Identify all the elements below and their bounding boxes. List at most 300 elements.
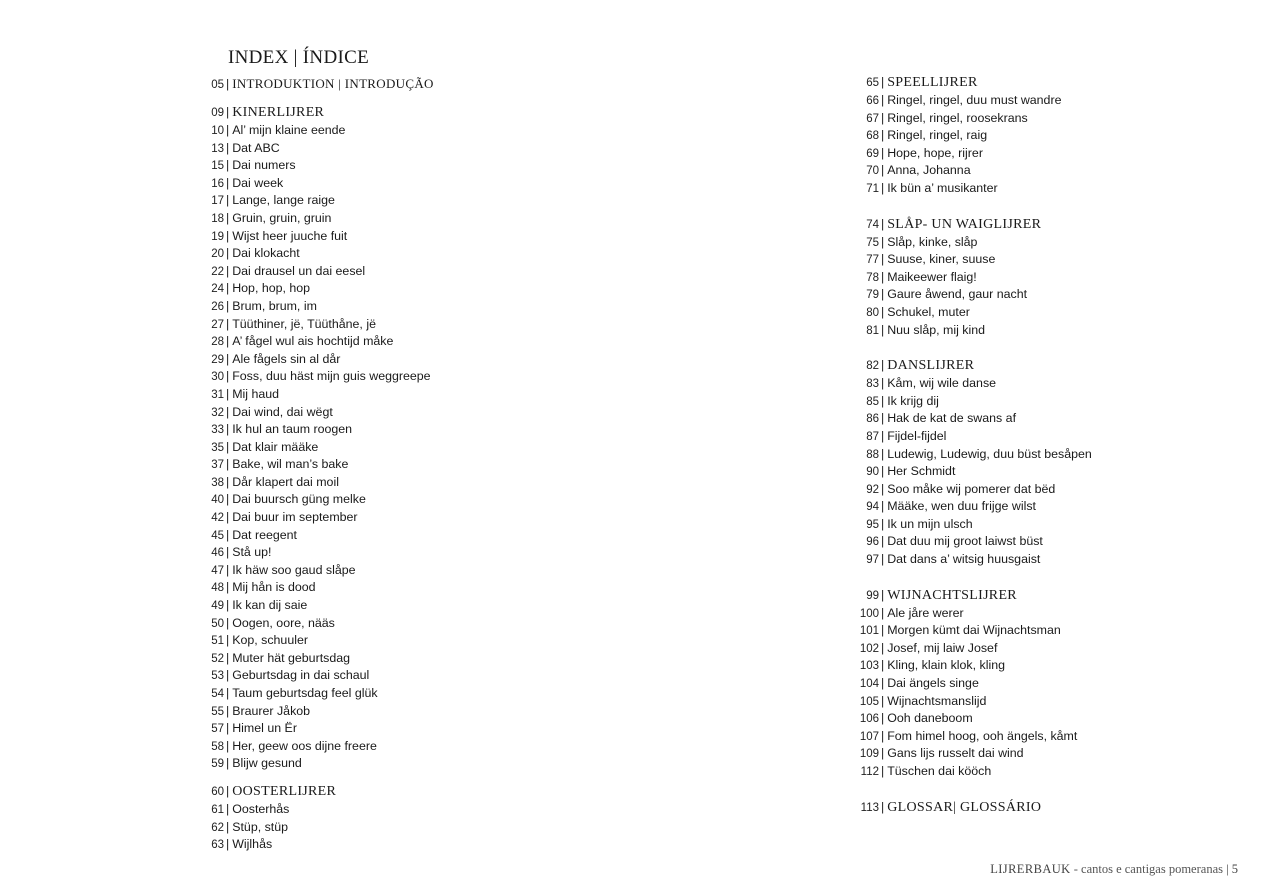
index-page-number: 102 [859,642,879,655]
index-page-number: 35 [211,441,224,454]
index-entry [850,533,1230,551]
song-title: Ale jåre werer [887,605,964,620]
song-title: Gruin, gruin, gruin [232,210,332,225]
index-separator: | [881,464,885,479]
index-entry [200,210,620,228]
index-separator: | [226,738,230,753]
index-section-heading [850,72,1230,92]
song-title: Stüp, stüp [232,819,289,834]
index-page-number: 33 [211,424,224,437]
song-title: Kling, klain klok, kling [887,658,1005,673]
index-separator: | [881,587,885,602]
index-entry [200,351,620,369]
index-page-number: 55 [211,705,224,718]
song-title: Maikeewer flaig! [887,269,977,284]
index-entry [200,122,620,140]
index-entry [200,836,620,854]
index-entry [200,316,620,334]
index-entry [850,498,1230,516]
index-page-number: 78 [866,271,879,284]
index-entry [850,481,1230,499]
index-entry [200,368,620,386]
index-separator: | [226,263,230,278]
index-page-number: 37 [211,459,224,472]
index-page-number: 77 [866,254,879,267]
song-title: Nuu slåp, mij kind [887,322,986,337]
index-entry [200,491,620,509]
index-separator: | [226,633,230,648]
index-entry [850,145,1230,163]
index-page-number: 94 [866,501,879,514]
index-entry [850,675,1230,693]
index-entry [200,474,620,492]
index-page-number: 52 [211,652,224,665]
index-page-number: 28 [211,336,224,349]
index-page-number: 75 [866,236,879,249]
index-page-number: 32 [211,406,224,419]
index-page-number: 70 [866,165,879,178]
index-separator: | [881,746,885,761]
index-entry [850,551,1230,569]
index-page-number: 16 [211,177,224,190]
index-entry [200,175,620,193]
index-entry [200,228,620,246]
index-separator: | [226,281,230,296]
index-entry [200,263,620,281]
index-page-number: 107 [859,730,879,743]
song-title: Ik krijg dij [887,393,939,408]
index-separator: | [881,676,885,691]
index-entry [200,632,620,650]
song-title: Slåp, kinke, slåp [887,234,978,249]
index-page-number: 103 [859,660,879,673]
index-page-number: 24 [211,283,224,296]
index-separator: | [881,128,885,143]
index-entry [200,685,620,703]
song-title: Morgen kümt dai Wijnachtsman [887,623,1061,638]
index-page-number: 86 [866,413,879,426]
index-entry [850,693,1230,711]
song-title: Geburtsdag in dai schaul [232,668,370,683]
index-separator: | [881,93,885,107]
index-page-number: 27 [211,318,224,331]
index-separator: | [881,728,885,743]
index-entry [200,527,620,545]
song-title: Ik un mijn ulsch [887,516,973,531]
index-page-number: 53 [211,670,224,683]
index-section-heading [200,74,620,94]
index-entry [200,298,620,316]
song-title: Oogen, oore, nääs [232,615,335,630]
index-page-number: 106 [859,713,879,726]
index-page-number: 61 [211,803,224,816]
song-title: Tüüthiner, jë, Tüüthåne, jë [232,316,376,331]
index-page-number: 17 [211,195,224,208]
index-entry [850,640,1230,658]
index-separator: | [881,623,885,638]
index-separator: | [881,163,885,178]
song-title: Stå up! [232,545,272,560]
index-entry [850,605,1230,623]
index-separator: | [226,386,230,401]
index-separator: | [226,123,230,137]
index-page-number: 113 [860,801,879,814]
index-entry [200,456,620,474]
index-page-number: 10 [211,125,224,137]
index-separator: | [226,246,230,261]
section-title: DANSLIJRER [887,358,975,374]
index-page-number: 62 [211,821,224,834]
index-separator: | [226,457,230,472]
song-title: Ringel, ringel, duu must wandre [887,93,1062,107]
index-section-heading [850,797,1230,817]
index-separator: | [226,175,230,190]
index-page-number: 112 [860,766,879,778]
index-entry [200,192,620,210]
index-separator: | [226,105,230,119]
index-page-number: 59 [211,758,224,771]
song-title: A’ fågel wul ais hochtijd måke [232,334,394,349]
index-page-number: 38 [211,476,224,489]
index-separator: | [226,510,230,525]
index-entry [850,110,1230,128]
song-title: Dat klair määke [232,439,319,454]
index-entry [200,386,620,404]
song-title: Gaure åwend, gaur nacht [887,287,1028,302]
index-page-number: 71 [866,182,879,195]
index-entry [200,650,620,668]
index-entry [850,622,1230,640]
index-separator: | [881,180,885,195]
index-entry [200,333,620,351]
index-entry [850,304,1230,322]
index-page-number: 15 [211,160,224,173]
index-separator: | [226,316,230,331]
song-title: Her, geew oos dijne freere [232,738,377,753]
song-title: Ringel, ringel, raig [887,128,988,143]
index-entry [200,509,620,527]
index-page-number: 88 [866,448,879,461]
index-entry [200,439,620,457]
song-title: Hope, hope, rijrer [887,145,983,160]
index-column-right [850,72,1230,817]
index-separator: | [226,819,230,834]
index-separator: | [226,756,230,771]
index-entry [200,544,620,562]
index-entry [850,286,1230,304]
index-page-number: 85 [866,395,879,408]
index-separator: | [881,534,885,549]
index-separator: | [881,411,885,426]
song-title: Mij haud [232,386,280,401]
index-page-number: 100 [859,607,879,620]
index-page-number: 57 [211,723,224,736]
section-title: SLÅP- UN WAIGLIJRER [887,216,1042,232]
index-page-number: 42 [211,512,224,525]
index-page-number: 96 [866,536,879,549]
song-title: Ooh daneboom [887,711,973,726]
song-title: Dai klokacht [232,246,300,261]
index-entry [200,801,620,819]
song-title: Määke, wen duu frijge wilst [887,499,1036,514]
index-separator: | [226,545,230,560]
section-title: KINERLIJRER [232,105,325,120]
song-title: Dai wind, dai wëgt [232,404,333,419]
song-title: Wijlhås [232,837,273,852]
index-entry [200,597,620,615]
song-title: Hak de kat de swans af [887,411,1017,426]
index-page-number: 63 [211,839,224,852]
index-separator: | [881,640,885,655]
song-title: Josef, mij laiw Josef [887,640,998,655]
song-title: Foss, duu häst mijn guis weggreepe [232,369,431,384]
index-separator: | [881,287,885,302]
index-separator: | [226,783,230,798]
index-entry [200,615,620,633]
index-page-number: 65 [866,77,879,89]
index-separator: | [881,499,885,514]
index-page-number: 22 [211,265,224,278]
song-title: Ik hul an taum roogen [232,422,353,437]
index-separator: | [226,334,230,349]
index-separator: | [226,77,230,91]
index-page-number: 47 [211,564,224,577]
song-title: Dat dans a’ witsig huusgaist [887,552,1041,567]
index-entry [200,819,620,837]
song-title: Kop, schuuler [232,633,308,648]
index-page-number: 101 [859,625,879,638]
song-title: Wijnachtsmanslijd [887,693,987,708]
index-page-number: 87 [866,430,879,443]
index-page-number: 19 [211,230,224,243]
song-title: Anna, Johanna [887,163,971,178]
index-page-number: 68 [866,130,879,143]
song-title: Her Schmidt [887,464,956,479]
index-entry [850,92,1230,110]
index-entry [200,755,620,773]
index-page-number: 46 [211,547,224,560]
index-separator: | [226,210,230,225]
index-separator: | [226,668,230,683]
index-entry [850,180,1230,198]
section-title: OOSTERLIJRER [232,783,337,799]
song-title: Himel un Ër [232,721,297,736]
song-title: Wijst heer juuche fuit [232,228,348,243]
index-page-number: 104 [859,678,879,691]
index-page-number: 26 [211,300,224,313]
index-entry [200,404,620,422]
index-separator: | [881,764,885,778]
index-page-number: 54 [211,688,224,700]
song-title: Schukel, muter [887,304,970,319]
song-title: Lange, lange raige [232,193,335,208]
section-title: INTRODUKTION | INTRODUÇÃO [232,76,434,91]
song-title: Dai numers [232,158,296,173]
index-entry [850,710,1230,728]
index-page-number: 90 [866,466,879,479]
song-title: Muter hät geburtsdag [232,650,351,665]
footer-page-number: | 5 [1226,862,1238,876]
index-page-number: 58 [211,740,224,753]
index-page-number: 99 [866,589,879,602]
index-page-number: 97 [866,554,879,567]
index-separator: | [226,650,230,665]
song-title: Kåm, wij wile danse [887,376,997,391]
index-page-number: 80 [866,306,879,319]
index-separator: | [881,552,885,567]
index-page-number: 48 [211,582,224,595]
index-separator: | [881,234,885,249]
song-title: Ringel, ringel, roosekrans [887,110,1028,125]
index-entry [850,763,1230,781]
index-entry [200,421,620,439]
page-title: INDEX | ÍNDICE [228,47,369,68]
index-entry [850,269,1230,287]
index-entry [850,516,1230,534]
footer-subtitle: - cantos e cantigas pomeranas [1073,862,1223,876]
index-page-number: 69 [866,147,879,160]
index-separator: | [226,422,230,437]
index-separator: | [881,376,885,391]
index-separator: | [226,527,230,542]
page-footer [990,862,1238,877]
index-separator: | [226,703,230,718]
index-separator: | [881,693,885,708]
index-page-number: 09 [211,107,224,119]
index-separator: | [881,358,885,373]
index-separator: | [226,686,230,700]
index-page-number: 45 [211,529,224,542]
index-separator: | [881,110,885,125]
index-separator: | [881,304,885,319]
song-title: Dai ängels singe [887,676,979,691]
index-page-number: 74 [866,218,879,231]
index-separator: | [881,516,885,531]
index-separator: | [881,711,885,726]
index-page-number: 82 [866,360,879,373]
index-entry [850,162,1230,180]
index-entry [200,562,620,580]
index-column-left [200,44,620,854]
song-title: Gans lijs russelt dai wind [887,746,1024,761]
index-entry [850,745,1230,763]
song-title: Dat duu mij groot laiwst büst [887,534,1043,549]
index-entry [850,393,1230,411]
index-separator: | [226,580,230,595]
index-entry [200,245,620,263]
index-entry [850,251,1230,269]
index-separator: | [881,446,885,461]
index-separator: | [226,158,230,173]
index-separator: | [226,492,230,507]
index-page-number: 109 [859,748,879,761]
song-title: Dat reegent [232,527,297,542]
index-entry [850,728,1230,746]
index-page-number: 83 [866,378,879,391]
song-title: Ale fågels sin al dår [232,351,341,366]
song-title: Soo måke wij pomerer dat bëd [887,481,1056,496]
song-title: Dai buursch güng melke [232,492,366,507]
index-section-heading [850,214,1230,234]
index-separator: | [881,145,885,160]
index-entry [200,140,620,158]
index-entry [200,703,620,721]
index-page-number: 79 [866,289,879,302]
song-title: Dai week [232,175,284,190]
index-entry [850,410,1230,428]
index-page-number: 66 [866,95,879,107]
section-title: WIJNACHTSLIJRER [887,587,1017,603]
index-entry [850,127,1230,145]
index-entry [200,738,620,756]
index-separator: | [226,193,230,208]
index-separator: | [881,658,885,673]
index-separator: | [226,562,230,577]
song-title: Fijdel-fijdel [887,428,947,443]
song-title: Brum, brum, im [232,298,317,313]
index-entry [200,280,620,298]
index-separator: | [226,721,230,736]
index-separator: | [226,474,230,489]
song-title: Dai drausel un dai eesel [232,263,366,278]
song-title: Mij hån is dood [232,580,316,595]
song-title: Ik kan dij saie [232,598,308,613]
index-separator: | [226,615,230,630]
index-page-number: 92 [866,483,879,496]
index-page-number: 81 [866,324,879,337]
index-separator: | [881,216,885,231]
index-separator: | [881,252,885,267]
index-separator: | [226,298,230,313]
song-title: Braurer Jåkob [232,703,311,718]
index-page-number: 30 [211,371,224,384]
index-separator: | [226,801,230,816]
index-entry [850,322,1230,340]
index-section-heading [200,781,620,801]
index-separator: | [226,439,230,454]
index-separator: | [881,393,885,408]
footer-book-title: LIJRERBAUK [990,862,1071,876]
index-separator: | [881,322,885,337]
index-page-number: 13 [211,142,224,155]
index-separator: | [881,428,885,443]
song-title: Dår klapert dai moil [232,474,339,489]
index-page-number: 40 [211,494,224,507]
index-page-number: 31 [211,388,224,401]
index-separator: | [226,369,230,384]
index-separator: | [226,404,230,419]
song-title: Fom himel hoog, ooh ängels, kåmt [887,728,1078,743]
index-section-heading [200,102,620,122]
index-page-number: 95 [866,518,879,531]
index-separator: | [226,228,230,243]
index-entry [850,428,1230,446]
index-separator: | [881,605,885,620]
index-page-number: 50 [211,617,224,630]
song-title: Tüschen dai kööch [887,764,992,778]
index-separator: | [226,351,230,366]
index-entry [850,657,1230,675]
index-page-number: 05 [211,79,224,91]
index-page-number: 49 [211,600,224,613]
index-separator: | [881,75,885,89]
index-page-number: 67 [866,112,879,125]
index-page-number: 51 [211,635,224,648]
song-title: Suuse, kiner, suuse [887,252,996,267]
index-separator: | [226,140,230,155]
index-separator: | [226,837,230,852]
song-title: Al’ mijn klaine eende [232,123,346,137]
